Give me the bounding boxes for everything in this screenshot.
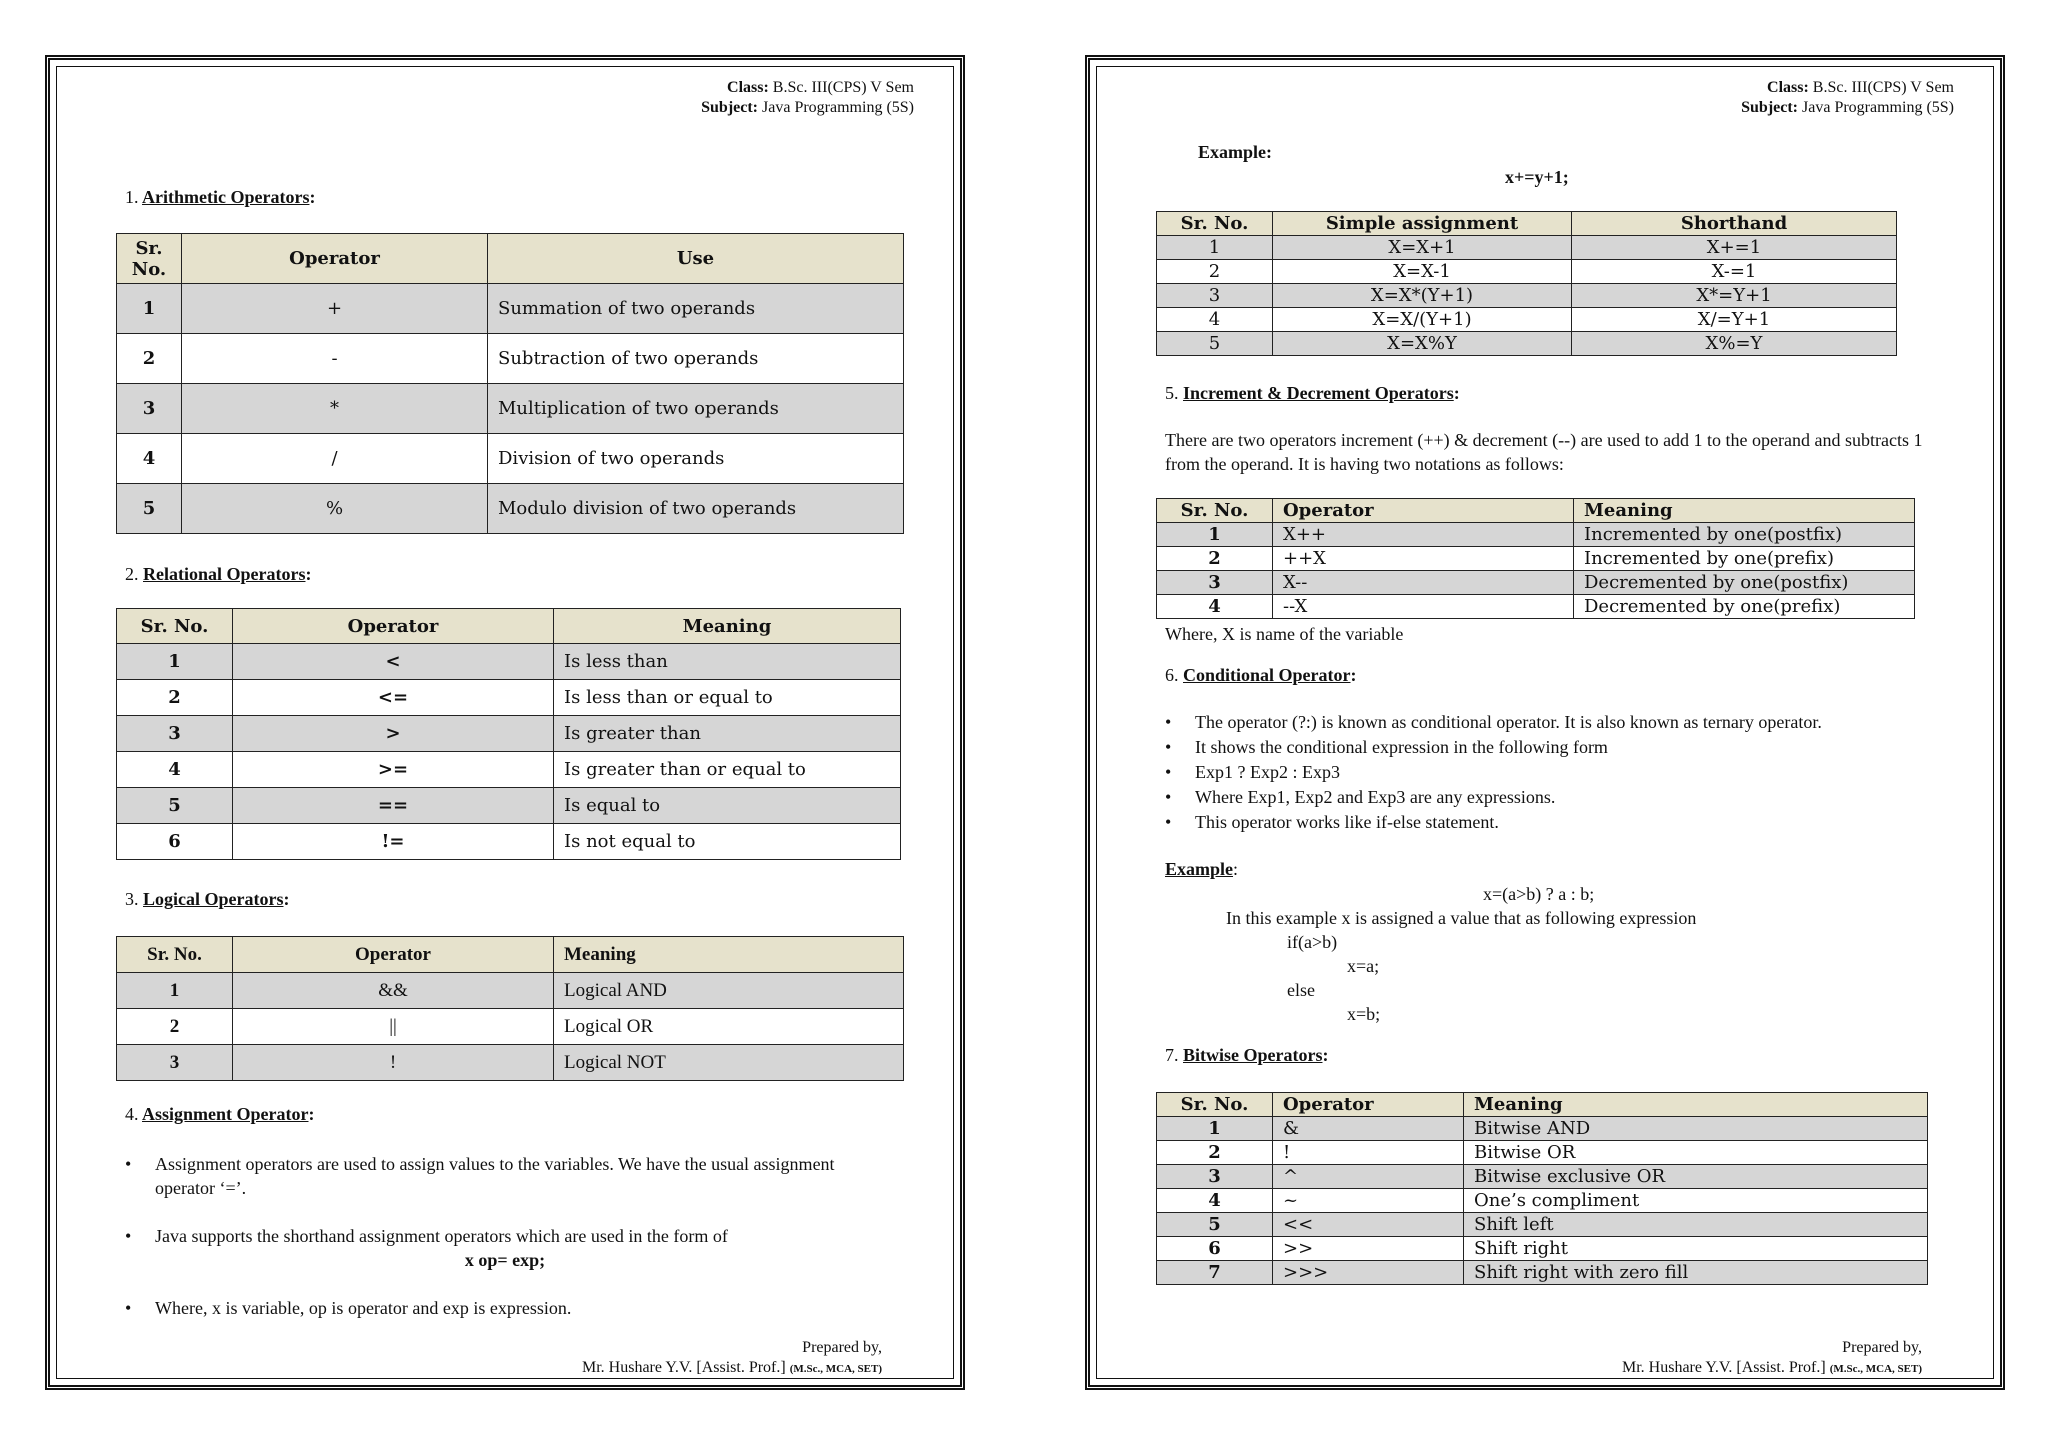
table-cell: X=X%Y: [1273, 332, 1572, 356]
table-cell: 4: [117, 434, 182, 484]
arithmetic-table: [116, 233, 904, 534]
table-cell: >: [233, 716, 554, 752]
table-header-row: [1157, 499, 1915, 523]
table-cell: X*=Y+1: [1572, 284, 1897, 308]
table-cell: Bitwise OR: [1464, 1141, 1928, 1165]
section-title-assignment: [125, 1104, 315, 1125]
list-item: • This operator works like if-else statement.: [1165, 810, 1955, 835]
section-heading: Increment & Decrement Operators: [1183, 383, 1454, 403]
table-cell: Multiplication of two operands: [488, 384, 904, 434]
header-cell: Operator: [233, 937, 554, 973]
table-row: [117, 334, 904, 384]
list-item: [125, 1224, 855, 1272]
table-cell: Logical NOT: [554, 1045, 904, 1081]
table-row: [1157, 1117, 1928, 1141]
assignment-bullets: [125, 1152, 855, 1320]
table-cell: <: [233, 644, 554, 680]
table-cell: 3: [1157, 571, 1273, 595]
table-cell: 1: [117, 973, 233, 1009]
code-line: x=b;: [1347, 1004, 1381, 1024]
section-colon: :: [1322, 1045, 1329, 1065]
table-cell: 6: [117, 824, 233, 860]
table-cell: >>>: [1273, 1261, 1464, 1285]
table-cell: Logical AND: [554, 973, 904, 1009]
table-cell: Modulo division of two operands: [488, 484, 904, 534]
subject-label: Subject:: [1741, 99, 1799, 116]
subject-label: Subject:: [701, 99, 759, 116]
header-cell: Meaning: [554, 609, 901, 644]
table-row: [117, 1045, 904, 1081]
code-line: if(a>b): [1287, 932, 1338, 952]
table-cell: Shift right with zero fill: [1464, 1261, 1928, 1285]
table-cell: 3: [1157, 1165, 1273, 1189]
table-cell: 4: [117, 752, 233, 788]
table-cell: 6: [1157, 1237, 1273, 1261]
bitwise-table: [1156, 1092, 1928, 1285]
table-cell: 2: [1157, 1141, 1273, 1165]
header-cell: Sr. No.: [1157, 1093, 1273, 1117]
right-page: [1085, 55, 2005, 1390]
table-cell: --X: [1273, 595, 1574, 619]
table-header-row: [117, 609, 901, 644]
conditional-bullets: [1165, 710, 1955, 835]
section-number: 5.: [1165, 383, 1179, 403]
table-cell: 3: [117, 384, 182, 434]
table-row: [1157, 1237, 1928, 1261]
prepared-by: Prepared by,: [802, 1339, 882, 1356]
section-heading: Bitwise Operators: [1183, 1045, 1323, 1065]
example-heading: Example: [1165, 859, 1234, 879]
table-cell: Incremented by one(prefix): [1574, 547, 1915, 571]
section-colon: :: [308, 1104, 315, 1124]
section-colon: :: [283, 889, 290, 909]
section-number: 6.: [1165, 665, 1179, 685]
section-colon: :: [1453, 383, 1460, 403]
logical-table: [116, 936, 904, 1081]
table-cell: 5: [117, 484, 182, 534]
table-cell: 1: [1157, 236, 1273, 260]
list-item: • It shows the conditional expression in the following form: [1165, 735, 1955, 760]
table-cell: X%=Y: [1572, 332, 1897, 356]
table-header-row: [117, 937, 904, 973]
author-credentials: (M.Sc., MCA, SET): [789, 1363, 882, 1375]
table-cell: 3: [117, 716, 233, 752]
table-cell: X+=1: [1572, 236, 1897, 260]
header-cell: Sr. No.: [117, 937, 233, 973]
table-row: [117, 1009, 904, 1045]
header-cell: Sr. No.: [117, 234, 182, 284]
table-cell: Is equal to: [554, 788, 901, 824]
table-cell: <=: [233, 680, 554, 716]
table-cell: +: [182, 284, 488, 334]
table-cell: ==: [233, 788, 554, 824]
table-cell: 5: [117, 788, 233, 824]
header-cell: Meaning: [554, 937, 904, 973]
table-cell: 7: [1157, 1261, 1273, 1285]
table-header-row: [1157, 212, 1897, 236]
list-item: • Assignment operators are used to assign values to the variables. We have the usual assignment operator ‘=’.: [125, 1152, 855, 1200]
table-cell: -: [182, 334, 488, 384]
section-heading: Logical Operators: [143, 889, 284, 909]
code-line: else: [1287, 980, 1315, 1000]
table-cell: Subtraction of two operands: [488, 334, 904, 384]
relational-table: [116, 608, 901, 860]
table-cell: &: [1273, 1117, 1464, 1141]
page-footer: [1622, 1338, 1922, 1379]
table-row: [1157, 1213, 1928, 1237]
increment-decrement-table: [1156, 498, 1915, 619]
table-cell: Is less than: [554, 644, 901, 680]
table-cell: Incremented by one(postfix): [1574, 523, 1915, 547]
header-cell: Operator: [182, 234, 488, 284]
increment-description: There are two operators increment (++) & decrement (--) are used to add 1 to the operand and subtracts 1 from the operand. It is having two notations as follows:: [1165, 430, 1923, 474]
section-colon: :: [305, 564, 312, 584]
table-cell: !: [233, 1045, 554, 1081]
table-row: [1157, 523, 1915, 547]
section-title-conditional: [1165, 665, 1357, 686]
shorthand-assignment-table: [1156, 211, 1897, 356]
table-cell: 2: [1157, 547, 1273, 571]
table-cell: Is less than or equal to: [554, 680, 901, 716]
table-cell: Shift left: [1464, 1213, 1928, 1237]
table-cell: Shift right: [1464, 1237, 1928, 1261]
table-cell: Is not equal to: [554, 824, 901, 860]
header-cell: Operator: [1273, 499, 1574, 523]
section-heading: Arithmetic Operators: [142, 187, 310, 207]
table-cell: >>: [1273, 1237, 1464, 1261]
table-cell: One’s compliment: [1464, 1189, 1928, 1213]
section-number: 2.: [125, 564, 139, 584]
table-row: [117, 680, 901, 716]
table-cell: X=X*(Y+1): [1273, 284, 1572, 308]
table-cell: Decremented by one(postfix): [1574, 571, 1915, 595]
table-cell: 4: [1157, 1189, 1273, 1213]
table-cell: 4: [1157, 308, 1273, 332]
class-label: Class:: [1767, 79, 1809, 96]
table-cell: ^: [1273, 1165, 1464, 1189]
section-title-logical: [125, 889, 289, 910]
section-number: 7.: [1165, 1045, 1179, 1065]
table-cell: Is greater than: [554, 716, 901, 752]
example-expression: x+=y+1;: [1505, 167, 1569, 187]
header-cell: Meaning: [1574, 499, 1915, 523]
table-cell: X/=Y+1: [1572, 308, 1897, 332]
table-cell: 1: [1157, 1117, 1273, 1141]
class-label: Class:: [727, 79, 769, 96]
table-cell: Logical OR: [554, 1009, 904, 1045]
table-cell: <<: [1273, 1213, 1464, 1237]
table-cell: X--: [1273, 571, 1574, 595]
class-value: B.Sc. III(CPS) V Sem: [772, 79, 914, 96]
table-cell: 1: [117, 284, 182, 334]
table-row: [117, 716, 901, 752]
page-header: [1741, 78, 1954, 118]
section-heading: Relational Operators: [143, 564, 306, 584]
table-row: [117, 752, 901, 788]
table-row: [117, 384, 904, 434]
shorthand-form: x op= exp;: [464, 1250, 546, 1270]
table-row: [117, 434, 904, 484]
author-credentials: (M.Sc., MCA, SET): [1829, 1363, 1922, 1375]
section-heading: Assignment Operator: [142, 1104, 309, 1124]
section-colon: :: [1350, 665, 1357, 685]
table-cell: 1: [117, 644, 233, 680]
header-cell: Sr. No.: [117, 609, 233, 644]
header-cell: Meaning: [1464, 1093, 1928, 1117]
table-cell: /: [182, 434, 488, 484]
list-item: • The operator (?:) is known as conditional operator. It is also known as ternary operator.: [1165, 710, 1955, 735]
table-cell: Bitwise exclusive OR: [1464, 1165, 1928, 1189]
table-row: [117, 824, 901, 860]
header-cell: Shorthand: [1572, 212, 1897, 236]
bullet-text: Java supports the shorthand assignment operators which are used in the form of: [155, 1226, 728, 1246]
author-name: Mr. Hushare Y.V. [Assist. Prof.]: [582, 1359, 786, 1376]
table-row: [1157, 1189, 1928, 1213]
table-cell: Is greater than or equal to: [554, 752, 901, 788]
table-row: [1157, 260, 1897, 284]
example-label: Example:: [1198, 142, 1272, 162]
table-cell: >=: [233, 752, 554, 788]
class-value: B.Sc. III(CPS) V Sem: [1812, 79, 1954, 96]
code-line: x=a;: [1347, 956, 1380, 976]
table-cell: 5: [1157, 332, 1273, 356]
table-row: [117, 484, 904, 534]
page-header: [701, 78, 914, 118]
table-cell: 2: [1157, 260, 1273, 284]
table-cell: X=X+1: [1273, 236, 1572, 260]
section-title-relational: [125, 564, 311, 585]
table-cell: !: [1273, 1141, 1464, 1165]
table-cell: Summation of two operands: [488, 284, 904, 334]
table-row: [117, 284, 904, 334]
subject-value: Java Programming (5S): [762, 99, 914, 116]
table-row: [117, 644, 901, 680]
list-item: • Where Exp1, Exp2 and Exp3 are any expressions.: [1165, 785, 1955, 810]
section-colon: :: [309, 187, 316, 207]
table-cell: 3: [117, 1045, 233, 1081]
table-cell: 2: [117, 1009, 233, 1045]
table-cell: 5: [1157, 1213, 1273, 1237]
table-cell: 2: [117, 334, 182, 384]
table-cell: !=: [233, 824, 554, 860]
table-row: [1157, 595, 1915, 619]
table-row: [1157, 284, 1897, 308]
table-row: [1157, 571, 1915, 595]
table-cell: Division of two operands: [488, 434, 904, 484]
table-row: [1157, 308, 1897, 332]
table-header-row: [1157, 1093, 1928, 1117]
list-item: • Exp1 ? Exp2 : Exp3: [1165, 760, 1955, 785]
table-cell: 4: [1157, 595, 1273, 619]
list-item: • Where, x is variable, op is operator and exp is expression.: [125, 1296, 855, 1320]
page-footer: [582, 1338, 882, 1379]
author-name: Mr. Hushare Y.V. [Assist. Prof.]: [1622, 1359, 1826, 1376]
table-cell: Decremented by one(prefix): [1574, 595, 1915, 619]
code-line: In this example x is assigned a value that as following expression: [1226, 908, 1697, 928]
table-cell: 1: [1157, 523, 1273, 547]
section-heading: Conditional Operator: [1183, 665, 1351, 685]
table-cell: 2: [117, 680, 233, 716]
header-cell: Use: [488, 234, 904, 284]
table-row: [1157, 1165, 1928, 1189]
table-row: [117, 973, 904, 1009]
header-cell: Operator: [233, 609, 554, 644]
subject-value: Java Programming (5S): [1802, 99, 1954, 116]
table-row: [117, 788, 901, 824]
table-cell: X++: [1273, 523, 1574, 547]
table-cell: ||: [233, 1009, 554, 1045]
table-cell: X=X/(Y+1): [1273, 308, 1572, 332]
header-cell: Sr. No.: [1157, 499, 1273, 523]
table-cell: ~: [1273, 1189, 1464, 1213]
table-cell: *: [182, 384, 488, 434]
table-row: [1157, 1141, 1928, 1165]
table-row: [1157, 547, 1915, 571]
table-row: [1157, 1261, 1928, 1285]
left-page: [45, 55, 965, 1390]
section-title-bitwise: [1165, 1045, 1328, 1066]
header-cell: Operator: [1273, 1093, 1464, 1117]
table-header-row: [117, 234, 904, 284]
example-colon: :: [1233, 859, 1239, 879]
header-cell: Sr. No.: [1157, 212, 1273, 236]
table-cell: Bitwise AND: [1464, 1117, 1928, 1141]
prepared-by: Prepared by,: [1842, 1339, 1922, 1356]
section-title-arithmetic: [125, 187, 315, 208]
section-number: 4.: [125, 1104, 139, 1124]
table-cell: %: [182, 484, 488, 534]
variable-note: Where, X is name of the variable: [1165, 624, 1404, 644]
table-cell: X=X-1: [1273, 260, 1572, 284]
table-cell: 3: [1157, 284, 1273, 308]
section-number: 1.: [125, 187, 139, 207]
table-row: [1157, 332, 1897, 356]
conditional-example-label: [1165, 857, 1238, 881]
code-line: x=(a>b) ? a : b;: [1483, 884, 1595, 904]
table-cell: X-=1: [1572, 260, 1897, 284]
table-row: [1157, 236, 1897, 260]
table-cell: &&: [233, 973, 554, 1009]
section-number: 3.: [125, 889, 139, 909]
section-title-increment-decrement: [1165, 383, 1460, 404]
header-cell: Simple assignment: [1273, 212, 1572, 236]
table-cell: ++X: [1273, 547, 1574, 571]
